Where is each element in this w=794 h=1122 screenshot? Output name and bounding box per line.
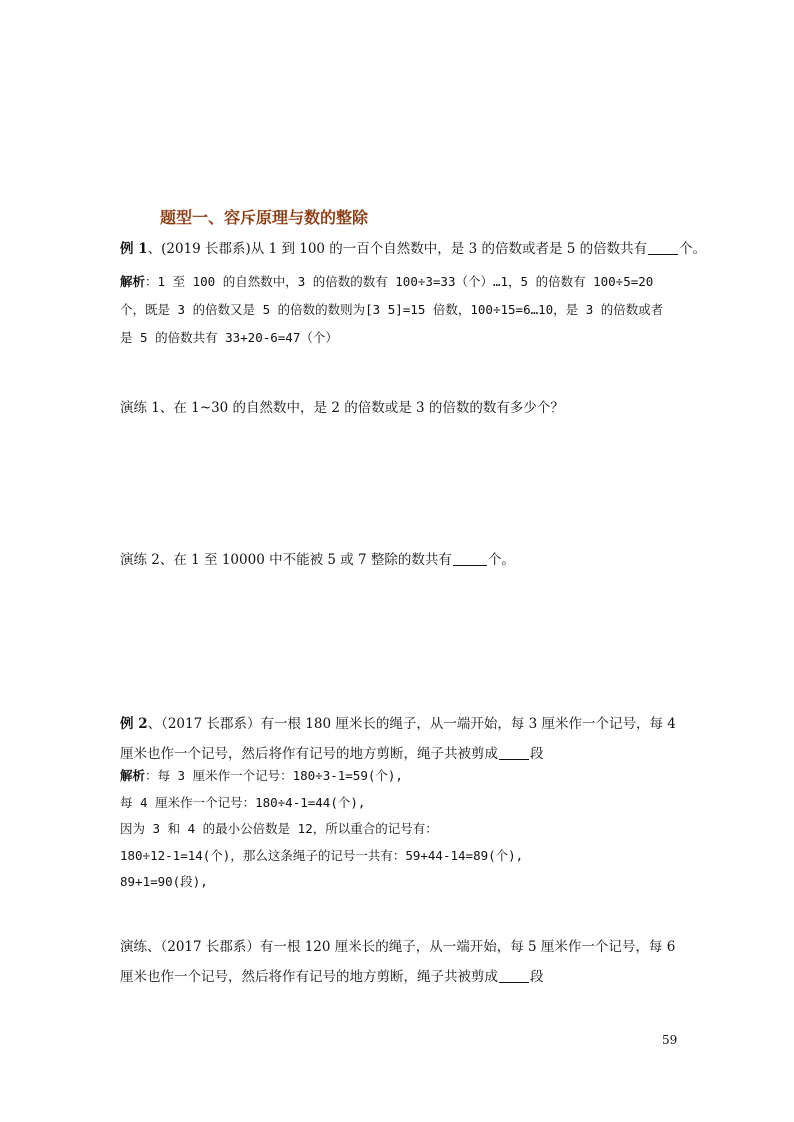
answer-blank	[648, 240, 678, 255]
analysis-2-line-3: 因为 3 和 4 的最小公倍数是 12，所以重合的记号有：	[120, 821, 438, 836]
analysis-1-line-1	[120, 274, 653, 290]
example-2-label: 例 2	[120, 716, 148, 732]
exercise-3-line-1: 演练、（2017 长郡系）有一根 120 厘米长的绳子，从一端开始，每 5 厘米作一个记号，每 6	[120, 939, 676, 955]
analysis-2-line-4: 180÷12-1=14(个)，那么这条绳子的记号一共有：59+44-14=89(个),	[120, 848, 524, 863]
example-1	[120, 240, 706, 259]
exercise-3-suffix: 段	[530, 969, 544, 985]
example-1-text: 、(2019 长郡系)从 1 到 100 的一百个自然数中，是 3 的倍数或者是 5 的倍数共有	[147, 241, 648, 257]
example-2-suffix: 段	[530, 746, 544, 762]
example-2-line-2	[120, 745, 544, 764]
analysis-2-label: 解析	[120, 768, 146, 783]
analysis-2-text-1: ：每 3 厘米作一个记号：180÷3-1=59(个),	[145, 768, 403, 783]
analysis-1-label: 解析	[120, 274, 146, 289]
page-number: 59	[662, 1033, 678, 1047]
example-2-line-1	[120, 716, 676, 734]
example-2-text-2: 厘米也作一个记号，然后将作有记号的地方剪断，绳子共被剪成	[120, 746, 498, 762]
answer-blank	[453, 551, 487, 566]
exercise-2-text: 演练 2、在 1 至 10000 中不能被 5 或 7 整除的数共有	[120, 552, 452, 568]
exercise-1: 演练 1、在 1~30 的自然数中，是 2 的倍数或是 3 的倍数的数有多少个？	[120, 400, 564, 416]
section-heading: 题型一、容斥原理与数的整除	[160, 208, 369, 227]
analysis-1-line-3: 是 5 的倍数共有 33+20-6=47（个）	[120, 330, 338, 345]
example-1-label: 例 1	[120, 241, 148, 257]
analysis-1-text-1: ：1 至 100 的自然数中，3 的倍数的数有 100÷3=33（个）…1，5 的倍数有 100÷5=20	[145, 274, 654, 289]
example-2-text-1: 、（2017 长郡系）有一根 180 厘米长的绳子，从一端开始，每 3 厘米作一个记号，每 4	[147, 716, 676, 732]
answer-blank	[499, 745, 529, 760]
analysis-2-line-2: 每 4 厘米作一个记号：180÷4-1=44(个),	[120, 795, 366, 810]
exercise-3-text-2: 厘米也作一个记号，然后将作有记号的地方剪断，绳子共被剪成	[120, 969, 498, 985]
exercise-2-suffix: 个。	[487, 552, 515, 568]
example-1-suffix: 个。	[679, 241, 707, 257]
analysis-1-line-2: 个，既是 3 的倍数又是 5 的倍数的数则为[3 5]=15 倍数，100÷15=6…10，是 3 的倍数或者	[120, 302, 664, 317]
exercise-2	[120, 551, 515, 570]
exercise-3-line-2	[120, 968, 544, 987]
analysis-2-line-1	[120, 768, 403, 784]
answer-blank	[499, 968, 529, 983]
analysis-2-line-5: 89+1=90(段),	[120, 874, 208, 889]
